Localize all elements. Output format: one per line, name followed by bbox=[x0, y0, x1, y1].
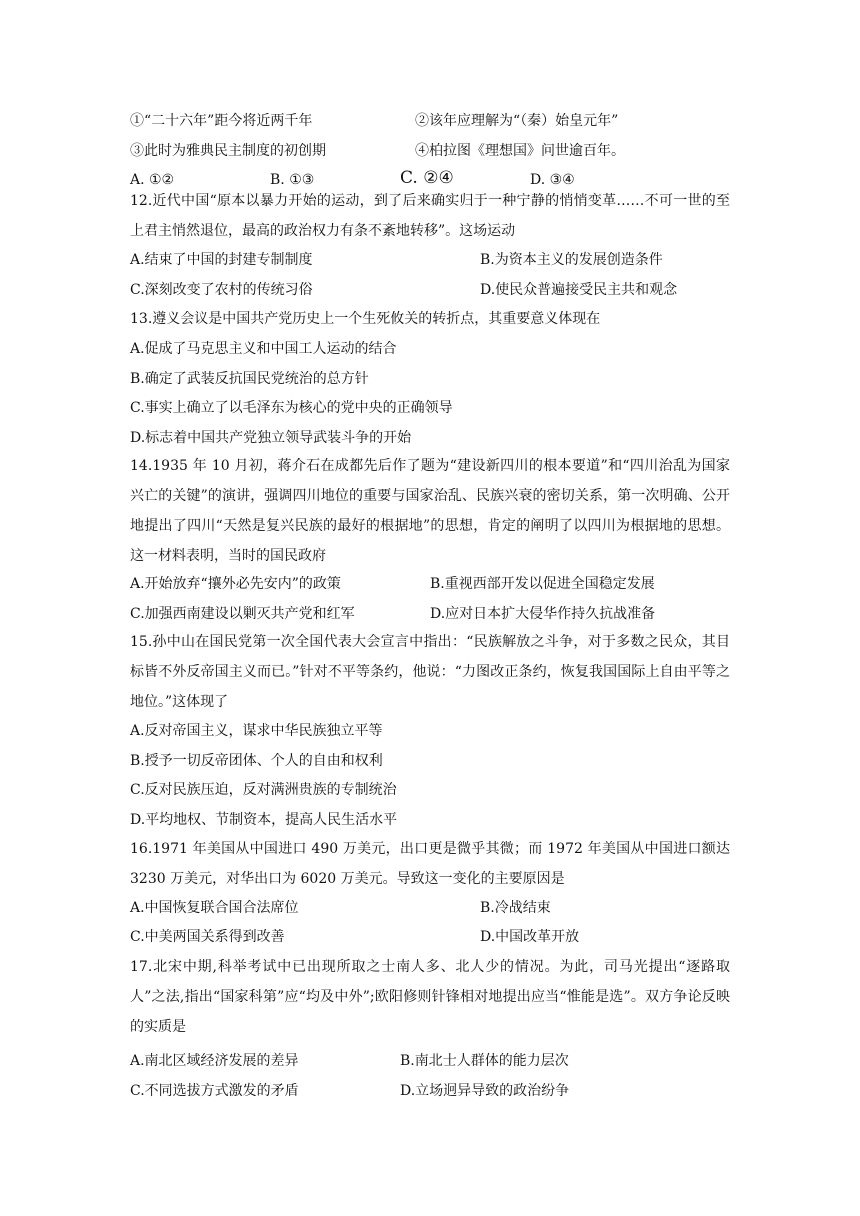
q13-option-b: B.确定了武装反抗国民党统治的总方针 bbox=[130, 371, 369, 387]
q13-stem: 13.遵义会议是中国共产党历史上一个生死攸关的转折点，其重要意义体现在 bbox=[130, 311, 601, 327]
q14-stem: 14.1935 年 10 月初，蒋介石在成都先后作了题为“建设新四川的根本要道”和“四川治乱为国家兴亡的关键”的演讲，强调四川地位的重要与国家治乱、民族兴衰的密切关系，第一次明确、公开地提出了四川“天然是复兴民族的最好的根据地”的思想，肯定的阐明了以四川为根据地的思想。这一材料表明，当时的国民政府 bbox=[130, 458, 730, 564]
q17-option-a: A.南北区域经济发展的差异 bbox=[130, 1053, 299, 1069]
q12-option-a: A.结束了中国的封建专制制度 bbox=[130, 252, 313, 268]
q16-stem: 16.1971 年美国从中国进口 490 万美元，出口更是微乎其微；而 1972 年美国从中国进口额达 3230 万美元，对华出口为 6020 万美元。导致这一变化的主要原因是 bbox=[130, 841, 730, 887]
q16-option-a: A.中国恢复联合国合法席位 bbox=[130, 900, 299, 916]
q14-option-a: A.开始放弃“攘外必先安内”的政策 bbox=[130, 576, 341, 592]
q13-option-d: D.标志着中国共产党独立领导武装斗争的开始 bbox=[130, 430, 412, 446]
q11-option-d: D. ③④ bbox=[530, 172, 575, 188]
q12-option-d: D.使民众普遍接受民主共和观念 bbox=[480, 282, 678, 298]
q12-option-b: B.为资本主义的发展创造条件 bbox=[480, 252, 663, 268]
q17-stem: 17.北宋中期,科举考试中已出现所取之士南人多、北人少的情况。为此，司马光提出“逐路取人”之法,指出“国家科第”应“均及中外”;欧阳修则针锋相对地提出应当“惟能是选”。双方争论反映的实质是 bbox=[130, 959, 730, 1035]
q11-statement-4: ④柏拉图《理想国》问世逾百年。 bbox=[415, 143, 625, 159]
q11-option-c: C. ②④ bbox=[400, 168, 454, 188]
q13-option-a: A.促成了马克思主义和中国工人运动的结合 bbox=[130, 341, 397, 357]
q12-option-c: C.深刻改变了农村的传统习俗 bbox=[130, 282, 313, 298]
q12-stem: 12.近代中国“原本以暴力开始的运动，到了后来确实归于一种宁静的悄悄变革……不可一世的至上君主悄然退位，最高的政治权力有条不紊地转移”。这场运动 bbox=[130, 193, 730, 239]
q11-statement-1: ①“二十六年”距今将近两千年 bbox=[130, 113, 313, 129]
q14-option-d: D.应对日本扩大侵华作持久抗战准备 bbox=[430, 606, 656, 622]
q17-option-d: D.立场迥异导致的政治纷争 bbox=[400, 1083, 570, 1099]
q11-option-b: B. ①③ bbox=[270, 172, 315, 188]
q15-option-a: A.反对帝国主义，谋求中华民族独立平等 bbox=[130, 723, 383, 739]
q16-option-b: B.冷战结束 bbox=[480, 900, 551, 916]
q13-option-c: C.事实上确立了以毛泽东为核心的党中央的正确领导 bbox=[130, 400, 453, 416]
q11-statement-3: ③此时为雅典民主制度的初创期 bbox=[130, 143, 326, 159]
q17-option-b: B.南北士人群体的能力层次 bbox=[400, 1053, 569, 1069]
q11-statement-2: ②该年应理解为“（秦）始皇元年” bbox=[415, 113, 619, 129]
q15-option-b: B.授予一切反帝团体、个人的自由和权利 bbox=[130, 753, 383, 769]
q17-option-c: C.不同选拔方式激发的矛盾 bbox=[130, 1083, 299, 1099]
q15-stem: 15.孙中山在国民党第一次全国代表大会宣言中指出：“民族解放之斗争，对于多数之民众，其目标皆不外反帝国主义而已。”针对不平等条约，他说：“力图改正条约，恢复我国国际上自由平等之地位。”这体现了 bbox=[130, 634, 730, 710]
q15-option-d: D.平均地权、节制资本，提高人民生活水平 bbox=[130, 812, 398, 828]
q14-option-c: C.加强西南建设以剿灭共产党和红军 bbox=[130, 606, 355, 622]
q16-option-c: C.中美两国关系得到改善 bbox=[130, 929, 285, 945]
q16-option-d: D.中国改革开放 bbox=[480, 929, 580, 945]
q15-option-c: C.反对民族压迫，反对满洲贵族的专制统治 bbox=[130, 782, 397, 798]
q11-option-a: A. ①② bbox=[130, 172, 175, 188]
q14-option-b: B.重视西部开发以促进全国稳定发展 bbox=[430, 576, 655, 592]
